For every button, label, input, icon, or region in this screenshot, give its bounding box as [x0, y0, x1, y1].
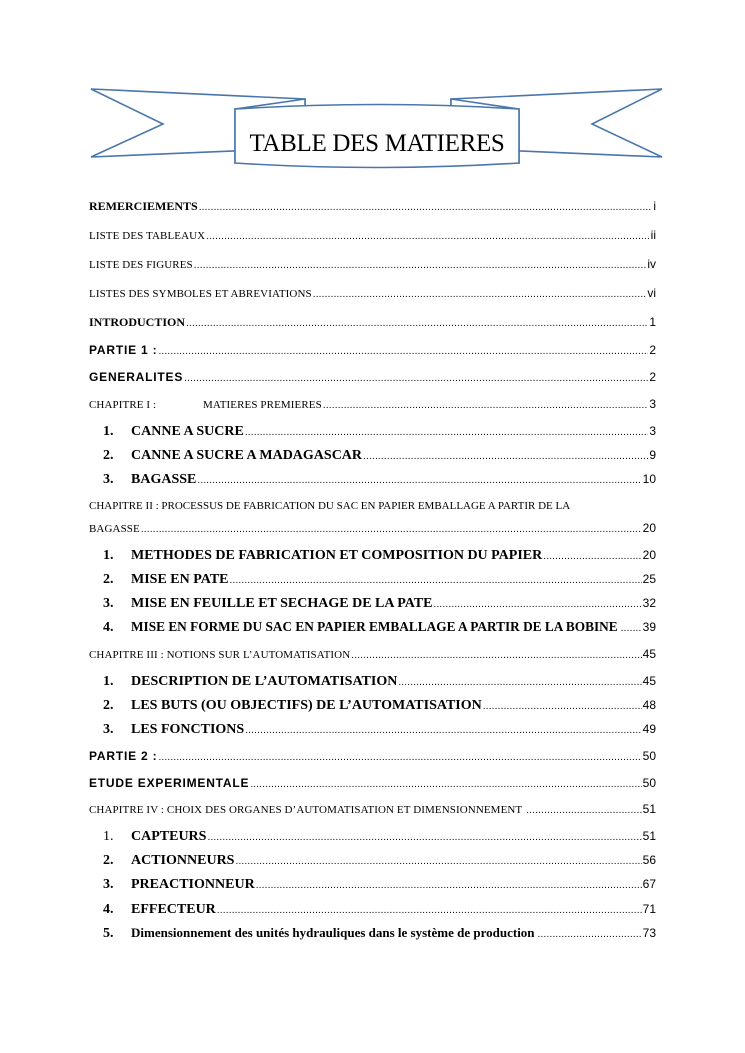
toc-number: 1. — [103, 829, 114, 844]
toc-label: DESCRIPTION DE L’AUTOMATISATION — [131, 674, 398, 689]
toc-number: 4. — [103, 902, 114, 917]
dot-leader — [186, 316, 648, 332]
toc-label: LISTE DES FIGURES — [89, 259, 193, 271]
dot-leader — [206, 229, 649, 245]
dot-leader — [230, 573, 642, 589]
toc-page: 39 — [642, 620, 656, 634]
toc-entry[interactable] — [89, 471, 656, 489]
toc-entry[interactable] — [89, 423, 656, 441]
dot-leader — [538, 927, 642, 943]
toc-page: vi — [647, 286, 656, 300]
toc-entry[interactable] — [89, 198, 656, 216]
toc-number: 2. — [103, 572, 114, 587]
toc-number: 4. — [103, 620, 114, 635]
toc-entry[interactable] — [89, 876, 656, 894]
page-title: TABLE DES MATIERES — [249, 130, 505, 157]
toc-label: MISE EN FEUILLE ET SECHAGE DE LA PATE — [131, 596, 433, 611]
toc-label: Dimensionnement des unités hydrauliques dans le système de production — [131, 925, 535, 940]
toc-page: 50 — [642, 749, 656, 763]
toc-entry[interactable] — [89, 721, 656, 739]
toc-entry[interactable] — [89, 256, 656, 274]
toc-entry[interactable] — [89, 925, 656, 943]
toc-entry[interactable] — [89, 697, 656, 715]
toc-label: METHODES DE FABRICATION ET COMPOSITION DU PAPIER — [131, 548, 543, 563]
dot-leader — [363, 449, 648, 465]
toc-page: 3 — [649, 424, 656, 438]
toc-number: 3. — [103, 722, 114, 737]
toc-label: ACTIONNEURS — [131, 853, 235, 868]
toc-entry[interactable] — [89, 673, 656, 691]
toc-chapter-number: CHAPITRE I : — [89, 399, 157, 411]
toc-label: MATIERES PREMIERES — [203, 399, 322, 411]
dot-leader — [433, 597, 641, 613]
dot-leader — [184, 371, 648, 387]
dot-leader — [398, 675, 641, 691]
toc-label: LISTES DES SYMBOLES ET ABREVIATIONS — [89, 288, 312, 300]
toc-number: 1. — [103, 424, 114, 439]
toc-number: 2. — [103, 448, 114, 463]
dot-leader — [141, 522, 642, 538]
toc-label: LISTE DES TABLEAUX — [89, 230, 206, 242]
toc-page: 73 — [642, 926, 656, 940]
toc-label: REMERCIEMENTS — [89, 199, 198, 213]
toc-page: 48 — [642, 698, 656, 712]
toc-label: INTRODUCTION — [89, 315, 186, 329]
toc-number: 2. — [103, 853, 114, 868]
toc-page: 10 — [642, 472, 656, 486]
toc-label: CANNE A SUCRE — [131, 424, 244, 439]
toc-entry[interactable] — [89, 342, 656, 360]
toc-number: 1. — [103, 674, 114, 689]
toc-label: CAPTEURS — [131, 829, 207, 844]
dot-leader — [313, 287, 647, 303]
toc-entry[interactable] — [89, 369, 656, 387]
toc-entry[interactable] — [89, 852, 656, 870]
toc-label: LES BUTS (OU OBJECTIFS) DE L’AUTOMATISATION — [131, 698, 482, 713]
toc-entry[interactable] — [89, 801, 656, 819]
toc-number: 1. — [103, 548, 114, 563]
toc-page: 56 — [642, 853, 656, 867]
dot-leader — [256, 878, 642, 894]
toc-label: LES FONCTIONS — [131, 722, 245, 737]
toc-label: CANNE A SUCRE A MADAGASCAR — [131, 448, 363, 463]
toc-label: EFFECTEUR — [131, 902, 216, 917]
toc-entry[interactable] — [89, 396, 656, 414]
toc-page: 2 — [649, 343, 656, 357]
toc-page: 1 — [649, 315, 656, 329]
toc-entry[interactable] — [89, 828, 656, 846]
toc-label: MISE EN FORME DU SAC EN PAPIER EMBALLAGE A PARTIR DE LA BOBINE — [131, 619, 618, 634]
toc-label: CHAPITRE IV : CHOIX DES ORGANES D’AUTOMATISATION ET DIMENSIONNEMENT — [89, 804, 523, 816]
dot-leader — [250, 777, 641, 793]
toc-number: 2. — [103, 698, 114, 713]
toc-page: 45 — [642, 647, 656, 661]
dot-leader — [323, 398, 648, 414]
dot-leader — [194, 258, 647, 274]
dot-leader — [199, 200, 653, 216]
toc-entry[interactable] — [89, 571, 656, 589]
toc-entry[interactable] — [89, 520, 656, 538]
toc-label-line1[interactable]: CHAPITRE II : PROCESSUS DE FABRICATION DU SAC EN PAPIER EMBALLAGE A PARTIR DE LA — [89, 500, 571, 512]
toc-entry[interactable] — [89, 314, 656, 332]
toc-entry[interactable] — [89, 646, 656, 664]
toc-label-cont: BAGASSE — [89, 523, 140, 535]
toc-entry[interactable] — [89, 619, 656, 637]
toc-page: 67 — [642, 877, 656, 891]
toc-page: 32 — [642, 596, 656, 610]
dot-leader — [245, 723, 641, 739]
dot-leader — [158, 750, 641, 766]
toc-number: 3. — [103, 472, 114, 487]
toc-page: ii — [650, 228, 656, 242]
toc-entry[interactable] — [89, 901, 656, 919]
dot-leader — [483, 699, 642, 715]
dot-leader — [351, 648, 641, 664]
dot-leader — [217, 903, 642, 919]
toc-label: CHAPITRE III : NOTIONS SUR L’AUTOMATISATION — [89, 649, 351, 661]
toc-page: 25 — [642, 572, 656, 586]
toc-page: iv — [647, 257, 656, 271]
toc-entry[interactable] — [89, 595, 656, 613]
toc-page: 71 — [642, 902, 656, 916]
dot-leader — [197, 473, 641, 489]
toc-page: 20 — [642, 521, 656, 535]
toc-page: 49 — [642, 722, 656, 736]
dot-leader — [526, 803, 641, 819]
toc-page: 9 — [649, 448, 656, 462]
toc-entry[interactable] — [89, 447, 656, 465]
toc-number: 3. — [103, 596, 114, 611]
toc-entry[interactable] — [89, 547, 656, 565]
dot-leader — [158, 344, 648, 360]
toc-label: PREACTIONNEUR — [131, 877, 255, 892]
toc-page: 3 — [649, 397, 656, 411]
toc-label: MISE EN PATE — [131, 572, 229, 587]
toc-page: 20 — [642, 548, 656, 562]
toc-number: 3. — [103, 877, 114, 892]
toc-page: 50 — [642, 776, 656, 790]
dot-leader — [543, 549, 641, 565]
toc-label: ETUDE EXPERIMENTALE — [89, 776, 250, 790]
dot-leader — [621, 621, 642, 637]
toc-page: 51 — [642, 829, 656, 843]
toc-page: 2 — [649, 370, 656, 384]
dot-leader — [207, 830, 641, 846]
toc-page: 51 — [642, 802, 656, 816]
dot-leader — [235, 854, 641, 870]
toc-label: PARTIE 2 : — [89, 749, 158, 763]
toc-number: 5. — [103, 926, 114, 941]
dot-leader — [245, 425, 649, 441]
toc-label: GENERALITES — [89, 370, 184, 384]
toc-entry[interactable] — [89, 227, 656, 245]
toc-page: i — [653, 199, 656, 213]
toc-entry[interactable] — [89, 748, 656, 766]
toc-label: BAGASSE — [131, 472, 197, 487]
toc-entry[interactable] — [89, 285, 656, 303]
toc-page: 45 — [642, 674, 656, 688]
toc-entry[interactable] — [89, 775, 656, 793]
toc-label: PARTIE 1 : — [89, 343, 158, 357]
